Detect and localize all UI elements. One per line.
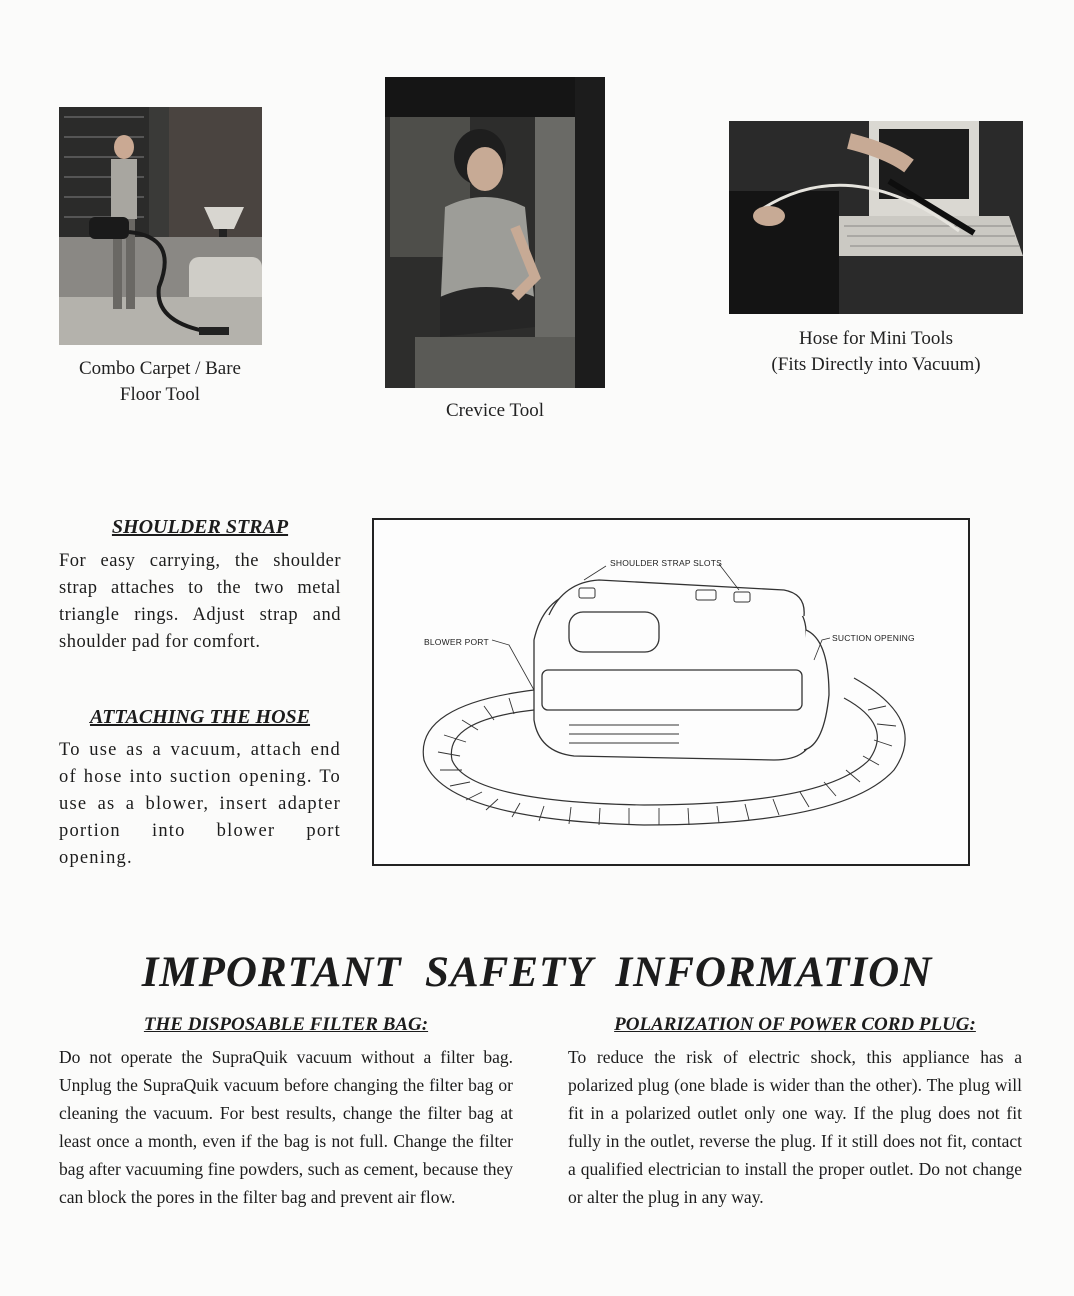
label-blower-port: BLOWER PORT (424, 637, 489, 647)
attaching-hose-heading: ATTACHING THE HOSE (89, 706, 311, 728)
safety-title: IMPORTANT SAFETY INFORMATION (141, 949, 933, 996)
polarization-heading: POLARIZATION OF POWER CORD PLUG: (614, 1014, 976, 1035)
attaching-hose-text: To use as a vacuum, attach end of hose into suction opening. To use as a blower, insert adapter portion into blower port opening. (59, 740, 341, 868)
caption-combo-carpet-tool (50, 356, 270, 408)
shoulder-strap-heading: SHOULDER STRAP (111, 516, 289, 538)
vacuum-diagram (372, 518, 970, 866)
label-suction-opening: SUCTION OPENING (832, 633, 915, 643)
caption-hose-mini-tools (745, 326, 1007, 378)
photo-combo-carpet-tool (59, 107, 262, 345)
vacuum-diagram-drawing (374, 520, 968, 864)
caption-line: Crevice Tool (445, 400, 545, 421)
caption-line: Floor Tool (119, 384, 201, 405)
polarization-text: To reduce the risk of electric shock, this appliance has a polarized plug (one blade is wider than the other). The plug will fit in a polarized outlet only one way. If the plug does not fit fully in the outlet, reverse the plug. If it still does not fit, contact a qualified electrician to install the proper outlet. Do not change or alter the plug in any way. (568, 1047, 1022, 1207)
photo-crevice-tool (385, 77, 605, 388)
photo-hose-mini-tools (729, 121, 1023, 314)
label-shoulder-strap-slots: SHOULDER STRAP SLOTS (610, 558, 723, 568)
caption-line: Hose for Mini Tools (798, 328, 953, 349)
caption-line: Combo Carpet / Bare (79, 358, 241, 379)
shoulder-strap-text: For easy carrying, the shoulder strap attaches to the two metal triangle rings. Adjust strap and shoulder pad for comfort. (59, 551, 341, 652)
filter-bag-text: Do not operate the SupraQuik vacuum without a filter bag. Unplug the SupraQuik vacuum before changing the filter bag or cleaning the vacuum. For best results, change the filter bag at least once a month, even if the bag is not full. Change the filter bag after vacuuming fine powders, such as cement, because they can block the pores in the filter bag and prevent air flow. (59, 1047, 513, 1207)
filter-bag-heading: THE DISPOSABLE FILTER BAG: (143, 1014, 429, 1035)
caption-line: (Fits Directly into Vacuum) (771, 354, 981, 375)
caption-crevice-tool (385, 398, 605, 424)
